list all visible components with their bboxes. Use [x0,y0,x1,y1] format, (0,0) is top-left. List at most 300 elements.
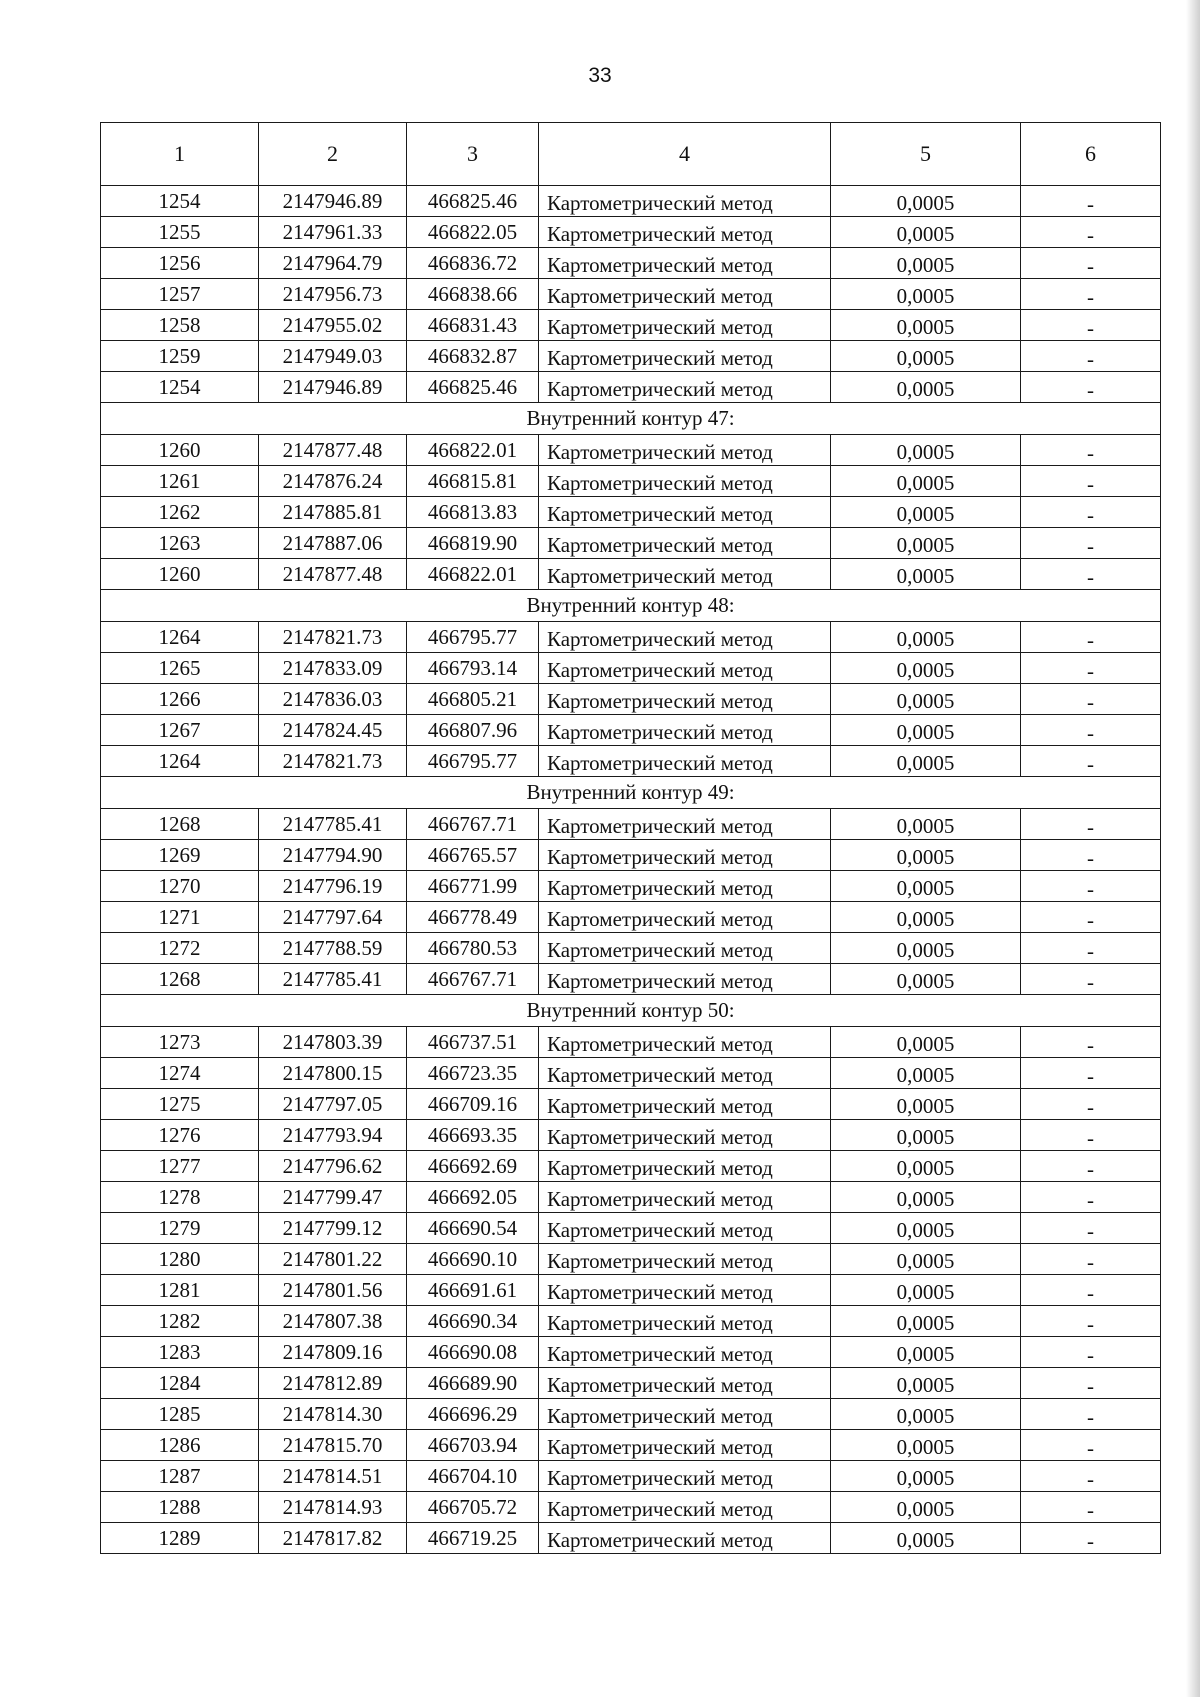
table-row [101,372,1161,403]
x-coordinate-cell: 2147955.02 [259,310,407,341]
method-cell: Картометрический метод [539,1027,831,1058]
note-cell: - [1021,497,1161,528]
accuracy-cell: 0,0005 [831,1027,1021,1058]
note-cell: - [1021,1213,1161,1244]
method-cell: Картометрический метод [539,435,831,466]
x-coordinate-cell: 2147814.93 [259,1492,407,1523]
contour-heading-row [101,777,1161,809]
point-number-cell: 1284 [101,1368,259,1399]
column-header-1: 1 [101,123,259,186]
point-number-cell: 1264 [101,746,259,777]
x-coordinate-cell: 2147956.73 [259,279,407,310]
accuracy-cell: 0,0005 [831,466,1021,497]
point-number-cell: 1261 [101,466,259,497]
x-coordinate-cell: 2147815.70 [259,1430,407,1461]
accuracy-cell: 0,0005 [831,653,1021,684]
method-cell: Картометрический метод [539,902,831,933]
method-cell: Картометрический метод [539,1244,831,1275]
table-row [101,1151,1161,1182]
accuracy-cell: 0,0005 [831,559,1021,590]
column-header-2: 2 [259,123,407,186]
x-coordinate-cell: 2147877.48 [259,435,407,466]
y-coordinate-cell: 466793.14 [407,653,539,684]
method-cell: Картометрический метод [539,933,831,964]
point-number-cell: 1262 [101,497,259,528]
y-coordinate-cell: 466690.54 [407,1213,539,1244]
point-number-cell: 1268 [101,964,259,995]
method-cell: Картометрический метод [539,1492,831,1523]
y-coordinate-cell: 466692.69 [407,1151,539,1182]
y-coordinate-cell: 466819.90 [407,528,539,559]
note-cell: - [1021,279,1161,310]
point-number-cell: 1268 [101,809,259,840]
table-row [101,1461,1161,1492]
contour-heading: Внутренний контур 50: [101,995,1161,1027]
point-number-cell: 1286 [101,1430,259,1461]
contour-heading-row [101,403,1161,435]
method-cell: Картометрический метод [539,559,831,590]
column-header-4: 4 [539,123,831,186]
x-coordinate-cell: 2147800.15 [259,1058,407,1089]
column-header-3: 3 [407,123,539,186]
contour-heading: Внутренний контур 47: [101,403,1161,435]
table-row [101,1368,1161,1399]
note-cell: - [1021,248,1161,279]
x-coordinate-cell: 2147809.16 [259,1337,407,1368]
table-row [101,466,1161,497]
note-cell: - [1021,1368,1161,1399]
note-cell: - [1021,871,1161,902]
method-cell: Картометрический метод [539,964,831,995]
point-number-cell: 1274 [101,1058,259,1089]
x-coordinate-cell: 2147821.73 [259,746,407,777]
accuracy-cell: 0,0005 [831,1399,1021,1430]
header-row [101,123,1161,186]
x-coordinate-cell: 2147793.94 [259,1120,407,1151]
x-coordinate-cell: 2147801.56 [259,1275,407,1306]
point-number-cell: 1263 [101,528,259,559]
point-number-cell: 1270 [101,871,259,902]
table-header [101,123,1161,186]
y-coordinate-cell: 466805.21 [407,684,539,715]
note-cell: - [1021,1244,1161,1275]
point-number-cell: 1264 [101,622,259,653]
note-cell: - [1021,1492,1161,1523]
method-cell: Картометрический метод [539,310,831,341]
y-coordinate-cell: 466705.72 [407,1492,539,1523]
accuracy-cell: 0,0005 [831,715,1021,746]
note-cell: - [1021,746,1161,777]
point-number-cell: 1279 [101,1213,259,1244]
method-cell: Картометрический метод [539,1058,831,1089]
accuracy-cell: 0,0005 [831,528,1021,559]
y-coordinate-cell: 466778.49 [407,902,539,933]
method-cell: Картометрический метод [539,840,831,871]
point-number-cell: 1287 [101,1461,259,1492]
table-row [101,1492,1161,1523]
y-coordinate-cell: 466822.01 [407,559,539,590]
method-cell: Картометрический метод [539,1461,831,1492]
y-coordinate-cell: 466795.77 [407,746,539,777]
note-cell: - [1021,1027,1161,1058]
x-coordinate-cell: 2147814.51 [259,1461,407,1492]
method-cell: Картометрический метод [539,248,831,279]
table-row [101,1182,1161,1213]
y-coordinate-cell: 466690.34 [407,1306,539,1337]
note-cell: - [1021,559,1161,590]
note-cell: - [1021,1089,1161,1120]
accuracy-cell: 0,0005 [831,1523,1021,1554]
method-cell: Картометрический метод [539,1337,831,1368]
accuracy-cell: 0,0005 [831,1089,1021,1120]
point-number-cell: 1272 [101,933,259,964]
point-number-cell: 1269 [101,840,259,871]
point-number-cell: 1277 [101,1151,259,1182]
table-row [101,1120,1161,1151]
note-cell: - [1021,902,1161,933]
y-coordinate-cell: 466693.35 [407,1120,539,1151]
point-number-cell: 1280 [101,1244,259,1275]
y-coordinate-cell: 466838.66 [407,279,539,310]
x-coordinate-cell: 2147949.03 [259,341,407,372]
method-cell: Картометрический метод [539,1120,831,1151]
accuracy-cell: 0,0005 [831,1275,1021,1306]
method-cell: Картометрический метод [539,1213,831,1244]
note-cell: - [1021,1306,1161,1337]
table-row [101,1275,1161,1306]
accuracy-cell: 0,0005 [831,902,1021,933]
point-number-cell: 1275 [101,1089,259,1120]
x-coordinate-cell: 2147836.03 [259,684,407,715]
x-coordinate-cell: 2147961.33 [259,217,407,248]
y-coordinate-cell: 466831.43 [407,310,539,341]
x-coordinate-cell: 2147885.81 [259,497,407,528]
note-cell: - [1021,186,1161,217]
table-row [101,1213,1161,1244]
y-coordinate-cell: 466703.94 [407,1430,539,1461]
table-row [101,684,1161,715]
y-coordinate-cell: 466691.61 [407,1275,539,1306]
y-coordinate-cell: 466795.77 [407,622,539,653]
method-cell: Картометрический метод [539,871,831,902]
table-row [101,746,1161,777]
note-cell: - [1021,809,1161,840]
accuracy-cell: 0,0005 [831,746,1021,777]
method-cell: Картометрический метод [539,746,831,777]
accuracy-cell: 0,0005 [831,1120,1021,1151]
method-cell: Картометрический метод [539,279,831,310]
y-coordinate-cell: 466737.51 [407,1027,539,1058]
x-coordinate-cell: 2147799.47 [259,1182,407,1213]
x-coordinate-cell: 2147796.62 [259,1151,407,1182]
table-row [101,809,1161,840]
note-cell: - [1021,310,1161,341]
accuracy-cell: 0,0005 [831,1213,1021,1244]
accuracy-cell: 0,0005 [831,1430,1021,1461]
accuracy-cell: 0,0005 [831,1244,1021,1275]
column-header-5: 5 [831,123,1021,186]
point-number-cell: 1288 [101,1492,259,1523]
scan-edge [1186,0,1200,1697]
point-number-cell: 1267 [101,715,259,746]
y-coordinate-cell: 466825.46 [407,372,539,403]
x-coordinate-cell: 2147833.09 [259,653,407,684]
x-coordinate-cell: 2147824.45 [259,715,407,746]
note-cell: - [1021,933,1161,964]
note-cell: - [1021,466,1161,497]
point-number-cell: 1257 [101,279,259,310]
y-coordinate-cell: 466696.29 [407,1399,539,1430]
y-coordinate-cell: 466689.90 [407,1368,539,1399]
table-body [101,186,1161,1554]
table-row [101,1089,1161,1120]
table-row [101,840,1161,871]
table-row [101,1523,1161,1554]
x-coordinate-cell: 2147946.89 [259,372,407,403]
y-coordinate-cell: 466767.71 [407,964,539,995]
table-row [101,435,1161,466]
note-cell: - [1021,372,1161,403]
note-cell: - [1021,217,1161,248]
method-cell: Картометрический метод [539,1368,831,1399]
y-coordinate-cell: 466832.87 [407,341,539,372]
table-row [101,933,1161,964]
y-coordinate-cell: 466815.81 [407,466,539,497]
y-coordinate-cell: 466690.08 [407,1337,539,1368]
point-number-cell: 1281 [101,1275,259,1306]
method-cell: Картометрический метод [539,497,831,528]
point-number-cell: 1255 [101,217,259,248]
page-number: 33 [588,64,612,87]
table-row [101,497,1161,528]
accuracy-cell: 0,0005 [831,1368,1021,1399]
accuracy-cell: 0,0005 [831,964,1021,995]
method-cell: Картометрический метод [539,715,831,746]
note-cell: - [1021,653,1161,684]
y-coordinate-cell: 466813.83 [407,497,539,528]
accuracy-cell: 0,0005 [831,933,1021,964]
method-cell: Картометрический метод [539,684,831,715]
point-number-cell: 1260 [101,435,259,466]
x-coordinate-cell: 2147807.38 [259,1306,407,1337]
point-number-cell: 1254 [101,372,259,403]
x-coordinate-cell: 2147797.05 [259,1089,407,1120]
x-coordinate-cell: 2147876.24 [259,466,407,497]
table-row [101,964,1161,995]
method-cell: Картометрический метод [539,1430,831,1461]
note-cell: - [1021,528,1161,559]
y-coordinate-cell: 466767.71 [407,809,539,840]
contour-heading-row [101,995,1161,1027]
accuracy-cell: 0,0005 [831,840,1021,871]
x-coordinate-cell: 2147801.22 [259,1244,407,1275]
method-cell: Картометрический метод [539,1089,831,1120]
method-cell: Картометрический метод [539,186,831,217]
method-cell: Картометрический метод [539,341,831,372]
table-row [101,902,1161,933]
accuracy-cell: 0,0005 [831,1182,1021,1213]
coordinates-table [100,122,1161,1554]
note-cell: - [1021,1399,1161,1430]
point-number-cell: 1260 [101,559,259,590]
table-row [101,1399,1161,1430]
method-cell: Картометрический метод [539,653,831,684]
method-cell: Картометрический метод [539,217,831,248]
y-coordinate-cell: 466704.10 [407,1461,539,1492]
note-cell: - [1021,1523,1161,1554]
note-cell: - [1021,684,1161,715]
y-coordinate-cell: 466690.10 [407,1244,539,1275]
x-coordinate-cell: 2147788.59 [259,933,407,964]
point-number-cell: 1273 [101,1027,259,1058]
accuracy-cell: 0,0005 [831,310,1021,341]
x-coordinate-cell: 2147964.79 [259,248,407,279]
y-coordinate-cell: 466709.16 [407,1089,539,1120]
contour-heading: Внутренний контур 48: [101,590,1161,622]
table-row [101,871,1161,902]
accuracy-cell: 0,0005 [831,622,1021,653]
note-cell: - [1021,435,1161,466]
y-coordinate-cell: 466807.96 [407,715,539,746]
table-row [101,186,1161,217]
x-coordinate-cell: 2147803.39 [259,1027,407,1058]
x-coordinate-cell: 2147877.48 [259,559,407,590]
accuracy-cell: 0,0005 [831,1492,1021,1523]
method-cell: Картометрический метод [539,622,831,653]
x-coordinate-cell: 2147812.89 [259,1368,407,1399]
table-row [101,653,1161,684]
accuracy-cell: 0,0005 [831,435,1021,466]
method-cell: Картометрический метод [539,1306,831,1337]
note-cell: - [1021,1120,1161,1151]
accuracy-cell: 0,0005 [831,809,1021,840]
accuracy-cell: 0,0005 [831,1461,1021,1492]
table-row [101,248,1161,279]
note-cell: - [1021,715,1161,746]
point-number-cell: 1266 [101,684,259,715]
note-cell: - [1021,1182,1161,1213]
table-row [101,1430,1161,1461]
x-coordinate-cell: 2147946.89 [259,186,407,217]
accuracy-cell: 0,0005 [831,341,1021,372]
accuracy-cell: 0,0005 [831,497,1021,528]
point-number-cell: 1276 [101,1120,259,1151]
x-coordinate-cell: 2147887.06 [259,528,407,559]
table-row [101,1306,1161,1337]
method-cell: Картометрический метод [539,1182,831,1213]
point-number-cell: 1285 [101,1399,259,1430]
point-number-cell: 1259 [101,341,259,372]
x-coordinate-cell: 2147799.12 [259,1213,407,1244]
y-coordinate-cell: 466836.72 [407,248,539,279]
method-cell: Картометрический метод [539,1275,831,1306]
y-coordinate-cell: 466822.05 [407,217,539,248]
accuracy-cell: 0,0005 [831,1058,1021,1089]
note-cell: - [1021,840,1161,871]
table-row [101,1244,1161,1275]
method-cell: Картометрический метод [539,1399,831,1430]
x-coordinate-cell: 2147817.82 [259,1523,407,1554]
note-cell: - [1021,1151,1161,1182]
accuracy-cell: 0,0005 [831,1337,1021,1368]
table-row [101,715,1161,746]
x-coordinate-cell: 2147794.90 [259,840,407,871]
note-cell: - [1021,622,1161,653]
note-cell: - [1021,1461,1161,1492]
point-number-cell: 1283 [101,1337,259,1368]
x-coordinate-cell: 2147796.19 [259,871,407,902]
note-cell: - [1021,1337,1161,1368]
point-number-cell: 1271 [101,902,259,933]
y-coordinate-cell: 466692.05 [407,1182,539,1213]
table-row [101,341,1161,372]
accuracy-cell: 0,0005 [831,186,1021,217]
method-cell: Картометрический метод [539,1523,831,1554]
table-row [101,279,1161,310]
table-row [101,622,1161,653]
method-cell: Картометрический метод [539,809,831,840]
column-header-6: 6 [1021,123,1161,186]
table-row [101,1058,1161,1089]
note-cell: - [1021,341,1161,372]
x-coordinate-cell: 2147821.73 [259,622,407,653]
x-coordinate-cell: 2147814.30 [259,1399,407,1430]
accuracy-cell: 0,0005 [831,372,1021,403]
method-cell: Картометрический метод [539,466,831,497]
x-coordinate-cell: 2147785.41 [259,809,407,840]
contour-heading: Внутренний контур 49: [101,777,1161,809]
point-number-cell: 1258 [101,310,259,341]
accuracy-cell: 0,0005 [831,1151,1021,1182]
table-row [101,528,1161,559]
accuracy-cell: 0,0005 [831,871,1021,902]
note-cell: - [1021,1275,1161,1306]
table-row [101,310,1161,341]
note-cell: - [1021,1058,1161,1089]
table-row [101,1027,1161,1058]
y-coordinate-cell: 466771.99 [407,871,539,902]
contour-heading-row [101,590,1161,622]
point-number-cell: 1278 [101,1182,259,1213]
point-number-cell: 1256 [101,248,259,279]
accuracy-cell: 0,0005 [831,684,1021,715]
y-coordinate-cell: 466719.25 [407,1523,539,1554]
method-cell: Картометрический метод [539,1151,831,1182]
table-row [101,1337,1161,1368]
point-number-cell: 1265 [101,653,259,684]
point-number-cell: 1254 [101,186,259,217]
y-coordinate-cell: 466723.35 [407,1058,539,1089]
method-cell: Картометрический метод [539,528,831,559]
table-row [101,217,1161,248]
note-cell: - [1021,964,1161,995]
accuracy-cell: 0,0005 [831,279,1021,310]
point-number-cell: 1289 [101,1523,259,1554]
method-cell: Картометрический метод [539,372,831,403]
accuracy-cell: 0,0005 [831,217,1021,248]
y-coordinate-cell: 466765.57 [407,840,539,871]
x-coordinate-cell: 2147797.64 [259,902,407,933]
note-cell: - [1021,1430,1161,1461]
point-number-cell: 1282 [101,1306,259,1337]
y-coordinate-cell: 466825.46 [407,186,539,217]
accuracy-cell: 0,0005 [831,248,1021,279]
table-row [101,559,1161,590]
x-coordinate-cell: 2147785.41 [259,964,407,995]
y-coordinate-cell: 466822.01 [407,435,539,466]
accuracy-cell: 0,0005 [831,1306,1021,1337]
y-coordinate-cell: 466780.53 [407,933,539,964]
